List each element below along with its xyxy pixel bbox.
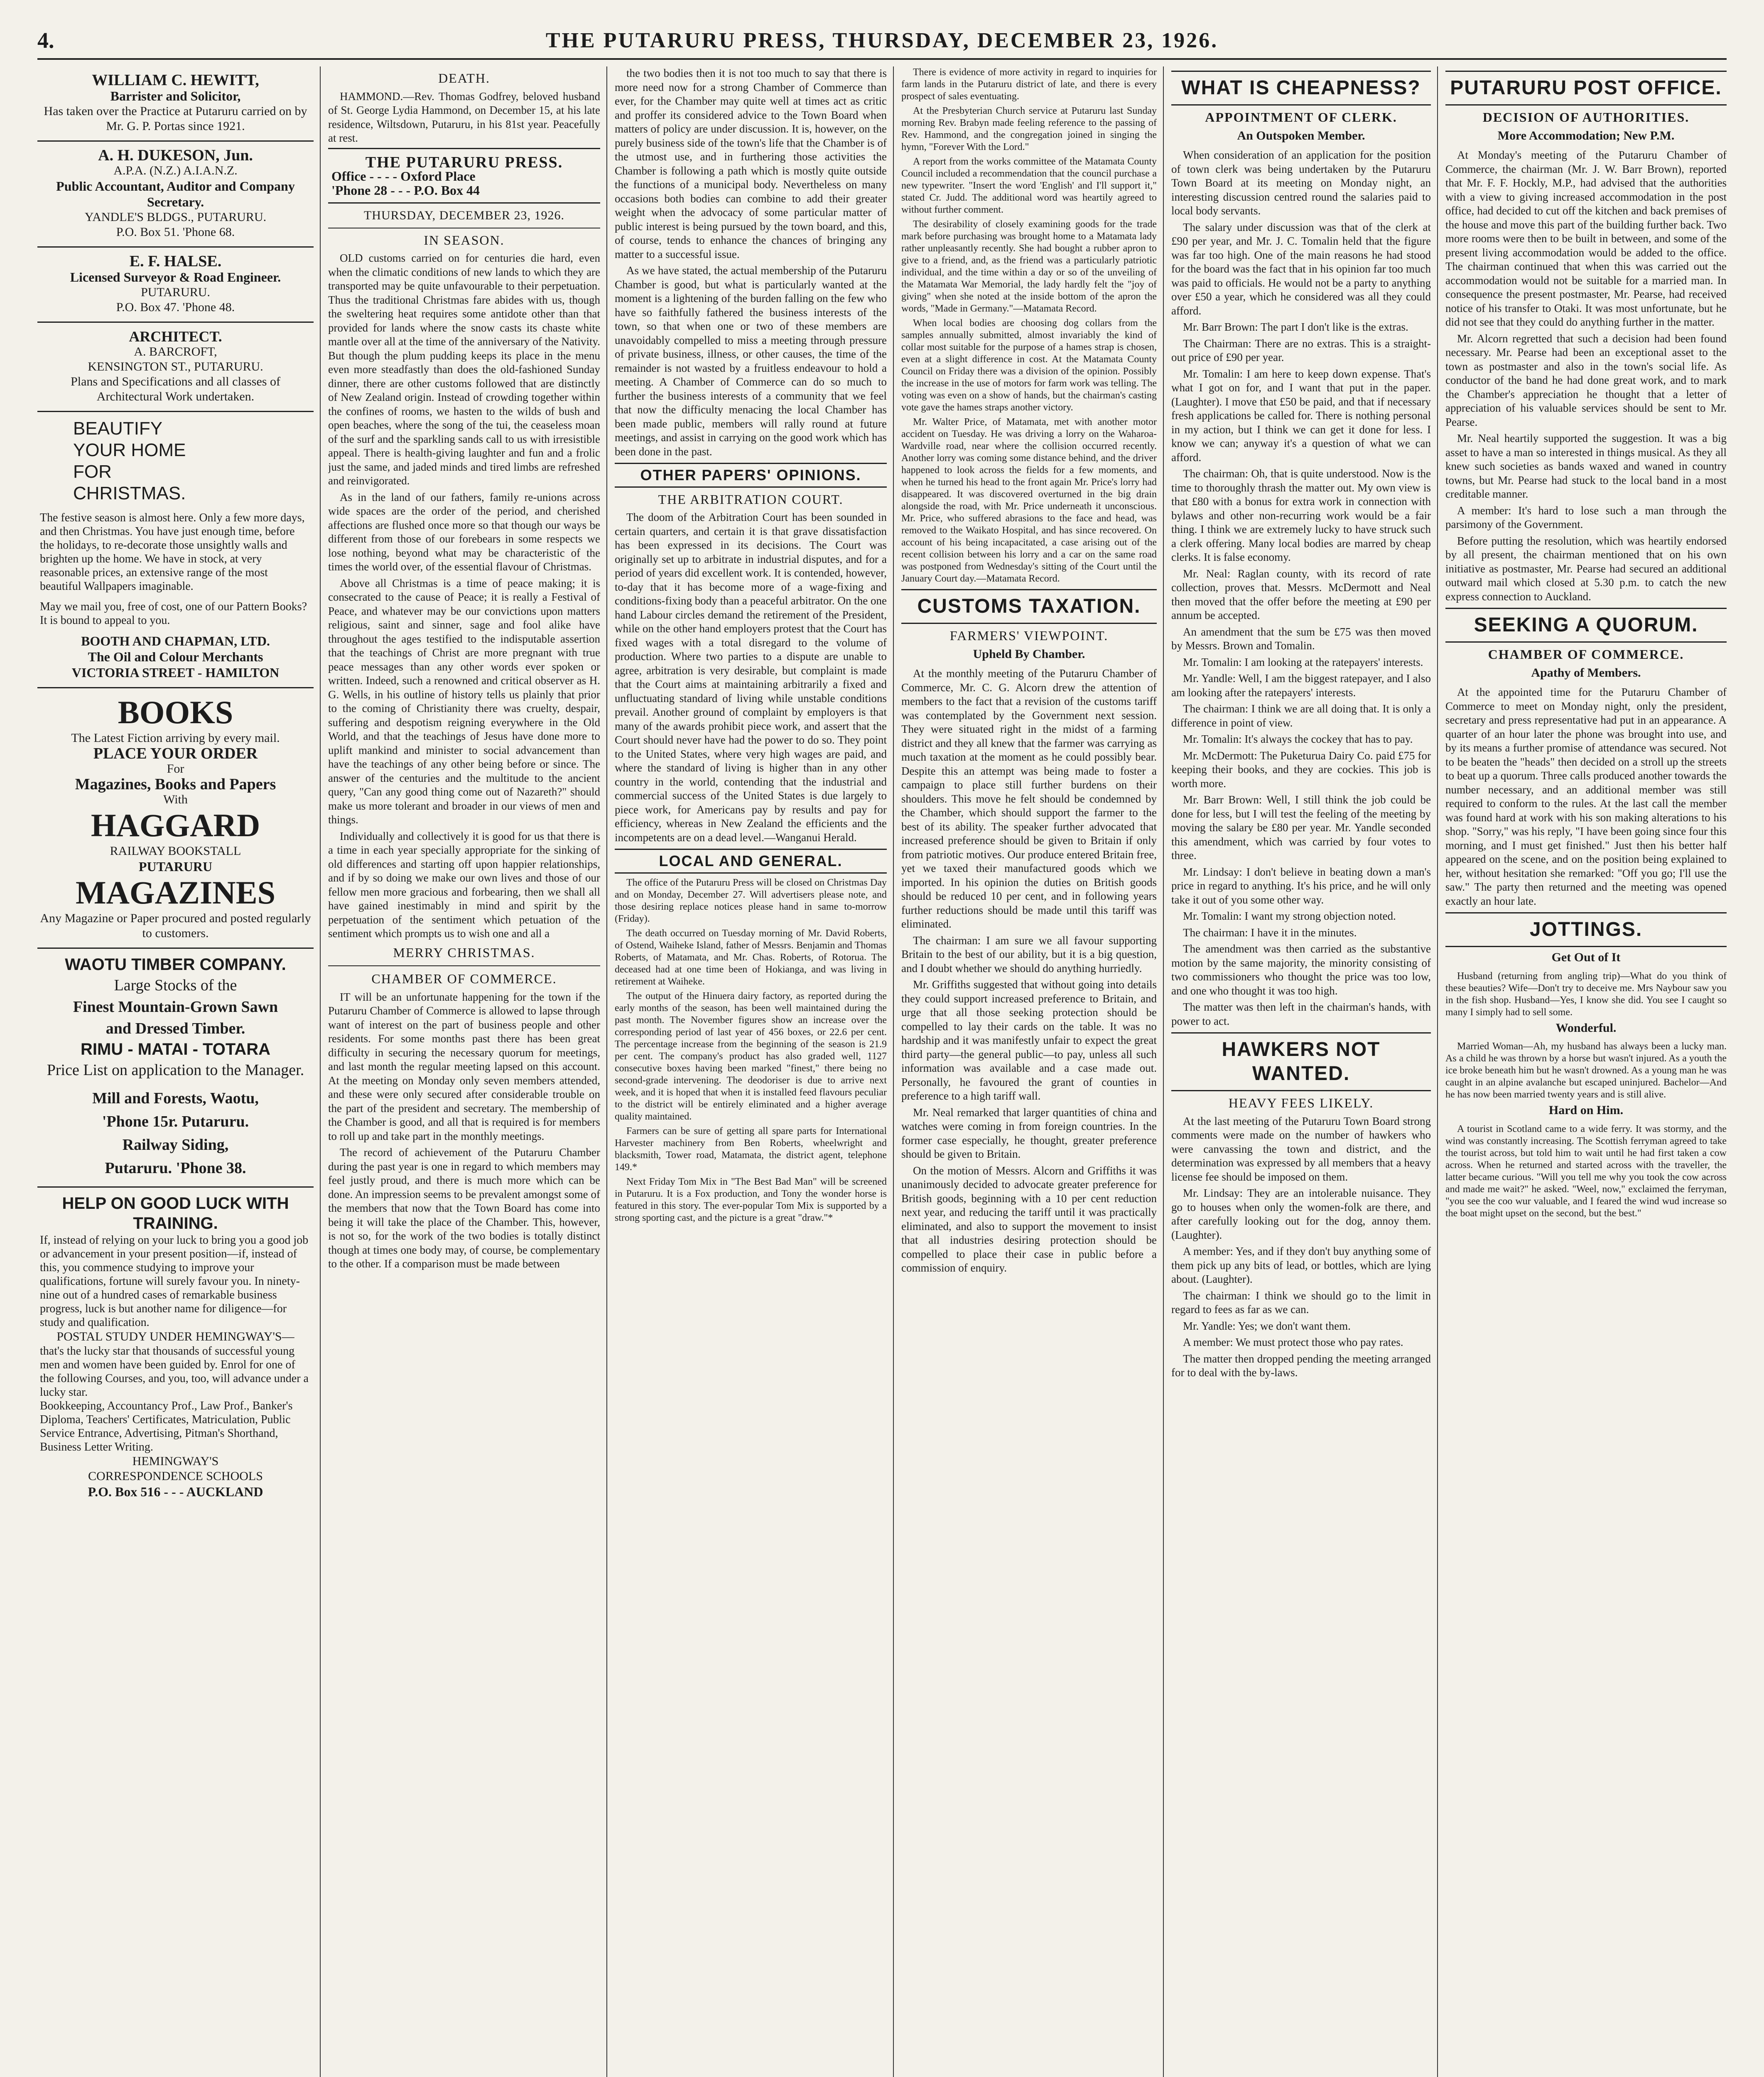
article-heading-opinions: OTHER PAPERS' OPINIONS. [615, 463, 887, 488]
editorial-dateline: THURSDAY, DECEMBER 23, 1926. [328, 204, 600, 228]
ad-dukeson-contact: P.O. Box 51. 'Phone 68. [116, 225, 235, 239]
article-heading-quorum: SEEKING A QUORUM. [1445, 608, 1727, 643]
ad-beautify-text: The festive season is almost here. Only a few more days, and then Christmas. You have just enough time, before the holidays, to re-decorate those unsightly walls and brighten up the home. We have in stock, at very reasonable prices, an extensive range of the most beautiful Wallpapers imaginable. [40, 511, 305, 593]
local-item: Mr. Walter Price, of Matamata, met with another motor accident on Tuesday. He was driving a lorry on the Waharoa-Wardville road, near where the collision occurred recently. Another lorry was coming some distance behind, and the driver happened to look across the fields for a few moments, and when he turned his head to the front again Mr. Price's lorry had disappeared. It was discovered overturned in the big drain alongside the road, with Mr. Price underneath it unconscious. Mr. Price, who suffered abrasions to the face and head, was removed to the Waikato Hospital, and has since recovered. On account of his being incapacitated, a case arising out of the recent collision between his lorry and a car on the same road was postponed from Wednesday's sitting of the Court until the January Court day.—Matamata Record. [901, 417, 1157, 584]
masthead-office: Office - - - - Oxford Place [331, 169, 476, 184]
article-paragraph: Mr. Tomalin: I am here to keep down expense. That's what I got on for, and I want that put in the paper. (Laughter). I move that £50 be paid, and that if necessary fresh applications be called for. There is nothing personal in my action, but I think we can get it done for less. I know we can; anyway it's a question of what we can afford. [1171, 367, 1431, 464]
article-paragraph: Mr. Barr Brown: The part I don't like is the extras. [1183, 321, 1408, 333]
article-paragraph: Mr. Neal heartily supported the suggestion. It was a big asset to have a man so interested in things musical. As they all knew such societies as bands waxed and waned in country towns, but Mr. Pearse had stuck to the local band in a most creditable manner. [1445, 432, 1727, 500]
article-subheading: Upheld By Chamber. [973, 647, 1085, 661]
ad-dukeson-quals: A.P.A. (N.Z.) A.I.A.N.Z. [113, 164, 238, 177]
article-paragraph: Before putting the resolution, which was heartily endorsed by all present, the chairman mentioned that on his own initiative as postmaster, Mr. Pearse had secured an additional outward mail which closed at 5.30 p.m. to catch the new express connection to Auckland. [1445, 534, 1727, 603]
ad-waotu-line: Large Stocks of the [114, 977, 237, 994]
column-rule [1163, 66, 1164, 2077]
ad-books-with: With [163, 793, 188, 806]
article-paragraph: Individually and collectively it is good for us that there is a time in each year specially appropriate for the sinking of old differences and starting off upon happier relationships, and if by so doing we make our own lives and those of our fellow men more gracious and forbearing, then we shall all have gained inestimably in mind and spirit by the perpetuation of the sentiment which petuation of the sentiment which prompts us to wish one and all a [328, 830, 600, 940]
ad-training-sub: POSTAL STUDY UNDER HEMINGWAY'S— [56, 1330, 294, 1343]
article-paragraph: Mr. Tomalin: I am looking at the ratepayers' interests. [1183, 656, 1423, 668]
ad-training [37, 1188, 314, 1506]
ad-waotu-line: Railway Siding, [122, 1136, 229, 1154]
article-heading-cheapness: WHAT IS CHEAPNESS? [1171, 71, 1431, 106]
ad-barcroft [37, 323, 314, 412]
article-paragraph: Mr. Yandle: Yes; we don't want them. [1183, 1319, 1351, 1332]
column-6 [1445, 66, 1727, 2077]
article-paragraph: The amendment was then carried as the substantive motion by the same majority, the minority consisting of two commissioners who thought the price was too low, and one who thought it was too high. [1171, 943, 1431, 997]
article-subheading: Apathy of Members. [1531, 665, 1641, 680]
ad-waotu-name: WAOTU TIMBER COMPANY. [65, 955, 286, 974]
article-heading-local: LOCAL AND GENERAL. [615, 849, 887, 874]
article-paragraph: At Monday's meeting of the Putaruru Chamber of Commerce, the chairman (Mr. J. W. Barr Brown), reported that Mr. F. F. Hockly, M.P., had advised that the authorities with a view to giving increased accommodation in the post office, had decided to cut off the kitchen and back premises of the house and move this part of the building further back. Two more rooms were then to be built in between, and some of the present living accommodation would be added to the office. The chairman continued that when this was carried out the accommodation would not be suitable for a married man. In consequence the present postmaster, Mr. Pearse, had received notice of his transfer to Otaki. It was most unfortunate, but he did not see that they could do anything further in the matter. [1445, 149, 1727, 328]
article-paragraph: The record of achievement of the Putaruru Chamber during the past year is one in regard to which members may feel justly proud, and there is much more which can be done. An impression seems to be prevalent amongst some of the members that now that the Town Board has come into being it will take the place of the Chamber. This, however, is not so, for the work of the two bodies is totally distinct though at times one body may, of course, be complementary to the other. If a comparison must be made between [328, 1146, 600, 1270]
local-item: At the Presbyterian Church service at Putaruru last Sunday morning Rev. Brabyn made feeling reference to the passing of Rev. Hammond, and the congregation joined in singing the hymn, "Forever With the Lord." [901, 106, 1157, 152]
article-paragraph: Mr. Neal remarked that larger quantities of china and watches were coming in from foreign countries. In the former case especially, he thought, greater preference should be given to Britain. [901, 1106, 1157, 1160]
ad-beautify-line2: YOUR HOME [73, 440, 186, 460]
page-number: 4. [37, 28, 54, 53]
ad-books-magazines: MAGAZINES [75, 874, 276, 911]
ad-dukeson [37, 142, 314, 248]
ad-beautify-line1: BEAUTIFY [73, 418, 163, 439]
ad-beautify-text2: May we mail you, free of cost, one of our Pattern Books? It is bound to appeal to you. [40, 600, 307, 627]
ad-waotu-line: and Dressed Timber. [105, 1020, 245, 1037]
article-paragraph: IT will be an unfortunate happening for the town if the Putaruru Chamber of Commerce is allowed to lapse through want of interest on the part of business people and other residents. For some months past there has been great difficulty in securing the necessary quorum for meetings, and last month the regular meeting lapsed on this account. At the meeting on Monday only seven members attended, and these were only secured after considerable trouble on the part of the president and secretary. The membership of the Chamber is good, and all that is required is for members to roll up and take part in the monthly meetings. [328, 990, 600, 1142]
ad-training-text: If, instead of relying on your luck to bring you a good job or advancement in your present position—if, instead of this, you commence studying to improve your qualifications, fortune will surely favour you. In ninety-nine out of a hundred cases of remarkable business progress, luck is but another name for diligence—for study and qualification. [40, 1234, 309, 1329]
article-paragraph: As we have stated, the actual membership of the Putaruru Chamber is good, but what is particularly wanted at the moment is a lightening of the burden falling on the few who have so faithfully fathered the business interests of the town, so that when one or two of these members are unavoidably compelled to miss a meeting through pressure of private business, illness, or other causes, the time of the remainder is not wasted by a fruitless endeavour to hold a meeting. A Chamber of Commerce can do so much to further the business interests of a community that we feel that now the difficulty menacing the local Chamber has been made public, members will rally round at future meetings, and assist in carrying on the good work which has been done in the past. [615, 264, 887, 458]
ad-training-text2: that's the lucky star that thousands of successful young men and women have been guided by. Enrol for one of the following Courses, and you, too, will advance under a lucky star. [40, 1345, 309, 1399]
ad-waotu-line: Mill and Forests, Waotu, [92, 1090, 259, 1107]
column-rule [606, 66, 607, 2077]
ad-dukeson-address: YANDLE'S BLDGS., PUTARURU. [84, 210, 267, 224]
article-subheading: More Accommodation; New P.M. [1497, 128, 1675, 142]
article-heading-jottings: JOTTINGS. [1445, 912, 1727, 947]
jotting-text: Husband (returning from angling trip)—What do you think of these beauties? Wife—Don't try to deceive me. Mrs Naybour saw you in the fish shop. Husband—Yes, I know she did. You see I caught so many I simply had to sell some. [1445, 970, 1727, 1018]
ad-dukeson-name: A. H. DUKESON, Jun. [98, 147, 253, 164]
ad-books-bookstall: RAILWAY BOOKSTALL [110, 844, 241, 858]
jotting-heading: Get Out of It [1551, 950, 1621, 964]
ad-waotu-line: Price List on application to the Manager. [47, 1061, 304, 1079]
article-paragraph: When consideration of an application for the position of town clerk was being undertaken by the Putaruru Town Board at its meeting on Monday night, an interesting discussion centred round the salaries paid to local body servants. [1171, 149, 1431, 217]
local-item: The office of the Putaruru Press will be closed on Christmas Day and on Monday, December 27. Will advertisers please note, and those desiring replace notices please hand in same to-morrow (Friday). [615, 877, 887, 924]
article-paragraph: Mr. Alcorn regretted that such a decision had been found necessary. Mr. Pearse had been an exceptional asset to the town as postmaster and also in the town's social life. As conductor of the band he had done great work, and to mark the Chamber's appreciation he thought that a letter of appreciation of his valuable services should be sent to Mr. Pearse. [1445, 332, 1727, 428]
masthead-phone: 'Phone 28 - - - P.O. Box 44 [331, 182, 480, 198]
article-paragraph: Mr. Tomalin: It's always the cockey that has to pay. [1183, 733, 1413, 745]
column-rule [893, 66, 894, 2077]
article-paragraph: Mr. Lindsay: I don't believe in beating down a man's price in regard to anything. It's his price, and he will only take it out of you some other way. [1171, 865, 1431, 906]
ad-hewitt [37, 66, 314, 142]
article-paragraph: Mr. Yandle: Well, I am the biggest ratepayer, and I also am looking after the ratepayers' interests. [1171, 672, 1431, 699]
ad-beautify-line3: FOR [73, 462, 112, 482]
jotting-heading: Wonderful. [1555, 1021, 1617, 1035]
article-paragraph: The salary under discussion was that of the clerk at £90 per year, and Mr. J. C. Tomalin held that the figure was far too high. One of the main reasons he had stood for the board was the fact that in his opinion far too much was paid to officials. He would not be a party to anything over £50 a year, which he considered was all they could afford. [1171, 221, 1431, 317]
newspaper-title: THE PUTARURU PRESS, THURSDAY, DECEMBER 23, 1926. [545, 29, 1219, 52]
local-item: There is evidence of more activity in regard to inquiries for farm lands in the Putaruru district of late, and there is every prospect of sales eventuating. [901, 67, 1157, 102]
ad-barcroft-text: Plans and Specifications and all classes of Architectural Work undertaken. [71, 375, 280, 403]
ad-books-title: BOOKS [118, 694, 233, 730]
section-divider [328, 965, 600, 966]
ad-halse-name: E. F. HALSE. [129, 253, 222, 270]
article-paragraph: At the appointed time for the Putaruru Chamber of Commerce to meet on Monday night, only the president, secretary and press representative had put in an appearance. A quarter of an hour later the phone was brought into use, and by its means a further promise of attendance was secured. Not to be beaten the "heads" then decided on a stroll up the streets to beat up a quorum. Three calls produced another towards the number necessary, and an additional member was still required to conform to the rules. At the last call the member was found hard at work with his son making alterations to his shop. "Sorry," was his reply, "I have been going since four this morning, and I must get finished." Just then his better half appeared on the scene, and on the position being explained to her, without hesitation she remarked: "Off you go; I'll use the saw." The party then returned and the meeting was opened exactly an hour late. [1445, 686, 1727, 907]
ad-barcroft-name: A. BARCROFT, [134, 345, 217, 358]
article-subheading: CHAMBER OF COMMERCE. [1488, 647, 1684, 662]
ad-barcroft-heading: ARCHITECT. [129, 328, 222, 345]
article-paragraph: The chairman: I am sure we all favour supporting Britain to the best of our ability, but it is a big question, and I doubt whether we should do anything hurriedly. [901, 934, 1157, 975]
editorial-masthead [328, 148, 600, 204]
ad-waotu-line: Finest Mountain-Grown Sawn [73, 998, 278, 1016]
ad-books-for: For [167, 762, 184, 776]
article-paragraph: The chairman: I have it in the minutes. [1183, 926, 1357, 939]
article-heading-customs: CUSTOMS TAXATION. [901, 589, 1157, 624]
ad-waotu-line: Putaruru. 'Phone 38. [105, 1159, 246, 1177]
ad-dukeson-title: Public Accountant, Auditor and Company Secretary. [56, 179, 295, 209]
column-2 [328, 66, 600, 2077]
article-paragraph: A member: Yes, and if they don't buy anything some of them pick up any bits of lead, or bottles, which are lying about. (Laughter). [1171, 1245, 1431, 1285]
ad-training-firm2: CORRESPONDENCE SCHOOLS [88, 1469, 263, 1483]
article-paragraph: At the monthly meeting of the Putaruru Chamber of Commerce, Mr. C. G. Alcorn drew the attention of members to the fact that a revision of the customs tariff was contemplated by the Government next session. They were situated right in the midst of a farming district and they all knew that the farmer was carrying as much taxation at the moment as he could possibly bear. Despite this an attempt was being made to foster a campaign to place still further burdens on their shoulders. This move he felt should be condemned by the Chamber, which should support the farmer to the best of its ability. The speaker further advocated that increased preference should be given to Britain if only from patriotic motives. Our produce entered Britain free, yet we taxed their manufactured goods which we imported. In his opinion the duties on British goods should be reduced 10 per cent, and in following years further reductions should be made until this tariff was eliminated. [901, 667, 1157, 930]
local-item: The desirability of closely examining goods for the trade mark before purchasing was brought home to a Matamata lady rather unpleasantly recently. She had bought a rubber apron to give to a friend, and, as the friend was a particularly patriotic individual, and the time within a day or so of the unveiling of the Matamata War Memorial, the lady hardly felt the "joy of giving" when she noted at the inside bottom of the apron the words, "Made in Germany."—Matamata Record. [901, 219, 1157, 314]
ad-books-footer: Any Magazine or Paper procured and posted regularly to customers. [40, 911, 311, 940]
local-item: When local bodies are choosing dog collars from the samples annually submitted, almost invariably the kind of collar most suitable for the purpose of a hames strap is chosen, even at a slight difference in cost. At the Matamata County Council on Friday there was a division of the opinion. Possibly the increase in the use of motors for farm work was telling. The voting was even on a show of hands, but the chairman's casting vote gave the hames straps another victory. [901, 318, 1157, 413]
article-heading-hawkers: HAWKERS NOT WANTED. [1171, 1032, 1431, 1091]
ad-training-text3: Bookkeeping, Accountancy Prof., Law Prof., Banker's Diploma, Teachers' Certificates, Matriculation, Public Service Entrance, Advertising, Pitman's Shorthand, Business Letter Writing. [40, 1399, 293, 1453]
jotting-text: A tourist in Scotland came to a wide ferry. It was stormy, and the wind was constantly increasing. The Scottish ferryman agreed to take the tourist across, but told him to wait until he had first taken a cow across. When he returned and started across with the traveller, the latter became curious. "Will you tell me why you took the cow across and made me wait?" he asked. "Weel, now," exclaimed the ferryman, "you see the coo wur valuable, and I feared the wind wud increase so the boat might upset on the second, but the best." [1445, 1123, 1727, 1219]
local-item: The output of the Hinuera dairy factory, as reported during the early months of the season, has been well maintained during the past month. The November figures show an increase over the corresponding period of last year of 456 boxes, or 22.6 per cent. The percentage increase from the beginning of the season is 21.9 per cent. The company's product has also graded well, 1127 consecutive boxes having been marked "finest," there being no second-grade intervening. The deodoriser is due to arrive next week, and it is hoped that when it is installed feed flavours peculiar to the district will be entirely eliminated and a higher average quality maintained. [615, 990, 887, 1122]
ad-beautify [37, 412, 314, 688]
column-3 [615, 66, 887, 2077]
article-paragraph: The chairman: Oh, that is quite understood. Now is the time to thoroughly thrash the matter out. My own view is that £80 with a bonus for extra work in connection with bylaws and other non-recurring work would be a fair thing. I think we are extremely lucky to have struck such a clerk offering. Many local bodies are marred by cheap clerks. It is false economy. [1171, 467, 1431, 563]
article-paragraph: The matter was then left in the chairman's hands, with power to act. [1171, 1001, 1431, 1027]
article-paragraph: The chairman: I think we are all doing that. It is only a difference in point of view. [1171, 702, 1431, 729]
jotting-heading: Hard on Him. [1548, 1103, 1624, 1117]
ad-books-mags: Magazines, Books and Papers [75, 776, 276, 793]
ad-training-contact: P.O. Box 516 - - - AUCKLAND [88, 1484, 263, 1499]
ad-beautify-firm: BOOTH AND CHAPMAN, LTD. [81, 633, 270, 648]
death-notice-text: HAMMOND.—Rev. Thomas Godfrey, beloved husband of St. George Lydia Hammond, on December 15, at his late residence, Wiltsdown, Putaruru, in his 81st year. Peacefully at rest. [328, 90, 600, 144]
ad-hewitt-title: Barrister and Solicitor, [110, 88, 241, 103]
article-paragraph: Mr. Lindsay: They are an intolerable nuisance. They go to houses when only the women-folk are there, and after carefully looking out for the dog, annoy them. (Laughter). [1171, 1187, 1431, 1241]
article-subheading: FARMERS' VIEWPOINT. [949, 628, 1109, 643]
ad-books-text: The Latest Fiction arriving by every mail. [71, 731, 280, 745]
article-paragraph: The matter then dropped pending the meeting arranged for to deal with the by-laws. [1171, 1352, 1431, 1379]
ad-halse-contact: P.O. Box 47. 'Phone 48. [116, 300, 235, 314]
ad-halse [37, 248, 314, 323]
article-paragraph: An amendment that the sum be £75 was then moved by Messrs. Brown and Tomalin. [1171, 625, 1431, 652]
article-paragraph: A member: We must protect those who pay rates. [1183, 1336, 1403, 1348]
death-notice-heading: DEATH. [438, 71, 490, 86]
column-advertisements [37, 66, 314, 2077]
ad-hewitt-name: WILLIAM C. HEWITT, [92, 71, 259, 89]
local-item: A report from the works committee of the Matamata County Council included a recommendation that the council purchase a new typewriter. "Insert the word 'English' and I'll support it," stated Cr. Judd. The additional word was heartily agreed to without further comment. [901, 156, 1157, 215]
ad-training-firm: HEMINGWAY'S [132, 1454, 219, 1468]
column-rule [1437, 66, 1438, 2077]
article-paragraph: The chairman: I think we should go to the limit in regard to fees as far as we can. [1171, 1289, 1431, 1316]
article-paragraph: Mr. Griffiths suggested that without going into details they could support increased preference to Britain, and urge that all those seeking protection should be compelled to lay their cards on the table. It was no hardship and it was manifestly unfair to expect the great third party—the general public—to pay, unless all such information was available and a case made out. Personally, he favoured the grant of counties in preference to a high tariff wall. [901, 978, 1157, 1102]
masthead-title: THE PUTARURU PRESS. [365, 153, 563, 171]
column-rule [320, 66, 321, 2077]
article-paragraph: The doom of the Arbitration Court has been sounded in certain quarters, and certain it is that grave dissatisfaction has been expressed in its decisions. The Court was originally set up to arbitrate in industrial disputes, and for a period of years did excellent work. It is contended, however, to-day that it has become more of a wage-fixing and conditions-fixing body than a peaceful arbitrator. On the one hand Labour circles demand the retirement of the President, while on the other hand employers protest that the Court has fixed wages with a total disregard to the volume of production. Where two parties to a dispute are unable to agree, arbitration is very desirable, but complaint is made that the Court aims at maintaining arbitrarily a fixed and unfluctuating standard of living while unstable conditions prevail. Another ground of complaint by employers is that many of the awards prohibit piece work, and assert that the Court should never have had the power to do so. They point to the United States, where very high wages are paid, and where the standard of living is higher than in any other country in the world, contending that the industrial and commercial success of the United States is due largely to piece work, for Americans pay by results and pay for efficiency, whereas in New Zealand the efficients and the incompetents are on a dead level.—Wanganui Herald. [615, 511, 887, 844]
article-subheading: HEAVY FEES LIKELY. [1228, 1095, 1374, 1110]
ad-books-order: PLACE YOUR ORDER [93, 745, 258, 762]
page-header [37, 25, 1727, 60]
article-heading-post-office: PUTARURU POST OFFICE. [1445, 71, 1727, 106]
jotting-text: Married Woman—Ah, my husband has always been a lucky man. As a child he was thrown by a horse but wasn't injured. As a youth the ice broke beneath him but he wasn't drowned. As a young man he was caught in an alpine avalanche but escaped uninjured. Bachelor—And he has now been married twenty years and is still alive. [1445, 1041, 1727, 1100]
ad-books-haggard: HAGGARD [91, 807, 260, 843]
article-subheading: An Outspoken Member. [1237, 128, 1365, 142]
article-subheading: DECISION OF AUTHORITIES. [1482, 110, 1690, 125]
ad-training-title: HELP ON GOOD LUCK WITH TRAINING. [62, 1194, 289, 1232]
article-paragraph: A member: It's hard to lose such a man through the parsimony of the Government. [1445, 504, 1727, 530]
article-paragraph: Mr. Tomalin: I want my strong objection noted. [1183, 910, 1396, 922]
ad-halse-town: PUTARURU. [141, 285, 210, 299]
ad-beautify-line4: CHRISTMAS. [73, 483, 186, 503]
local-item: Farmers can be sure of getting all spare parts for International Harvester machinery from Ben Roberts, wheelwright and blacksmith, Tower road, Matamata, the district agent, telephone 149.* [615, 1125, 887, 1173]
article-paragraph: Mr. Neal: Raglan county, with its record of rate collection, proves that. Messrs. McDermott and Neal then moved that the offer before the meeting at £90 per annum be accepted. [1171, 567, 1431, 621]
local-item: Next Friday Tom Mix in "The Best Bad Man" will be screened in Putaruru. It is a Fox production, and Tony the wonder horse is featured in this story. The ever-popular Tom Mix is supported by a strong sporting cast, and the picture is a great "draw."* [615, 1176, 887, 1223]
article-heading-in-season: IN SEASON. [424, 232, 505, 248]
ad-waotu-line: 'Phone 15r. Putaruru. [102, 1113, 249, 1130]
article-paragraph: As in the land of our fathers, family re-unions across wide spaces are the order of the period, and cherished affections are flushed once more so that though our ways be different from those of our forebears in some respects we lose nothing, beyond what may be characteristic of the times the world over, of the essential flavour of Christmas. [328, 491, 600, 573]
ad-beautify-street: VICTORIA STREET - HAMILTON [71, 665, 280, 680]
article-paragraph: Mr. Barr Brown: Well, I still think the job could be done for less, but I will test the feeling of the meeting by moving the salary be £80 per year. Mr. Yandle seconded this amendment, which was carried by four votes to three. [1171, 793, 1431, 862]
ad-waotu-line: RIMU - MATAI - TOTARA [81, 1040, 270, 1058]
article-paragraph: the two bodies then it is not too much to say that there is more need now for a strong Chamber of Commerce than ever, for the Chamber may quite well at times act as critic and proffer its considered advice to the Town Board when matters of policy are under discussion. It is, however, on the purely business side of the town's life that the Chamber is of the utmost use, and in furthering those activities the Chamber is following a path which is mostly quite outside the functions of a municipal body. Nevertheless on many occasions both bodies can combine to add their greater weight when the advocacy of some particular matter of public interest is being pursued by the town board, and this, of course, tends to enhance the chances of bringing any matter to a successful issue. [615, 67, 887, 260]
article-paragraph: At the last meeting of the Putaruru Town Board strong comments were made on the number of hawkers who were canvassing the town and district, and the determination was expressed by all members that a heavy license fee should be imposed on them. [1171, 1115, 1431, 1183]
ad-beautify-firm2: The Oil and Colour Merchants [88, 649, 263, 664]
local-item: The death occurred on Tuesday morning of Mr. David Roberts, of Ostend, Waiheke Island, father of Messrs. Benjamin and Thomas Roberts, of Matamata, and Mr. Chas. Roberts, of Rotorua. The deceased had at one time been of Hokianga, and was living in retirement at Waiheke. [615, 928, 887, 987]
article-subheading: APPOINTMENT OF CLERK. [1205, 110, 1397, 125]
article-paragraph: Mr. McDermott: The Puketurua Dairy Co. paid £75 for keeping their books, and they are cockies. This job is worth more. [1171, 749, 1431, 790]
article-paragraph: Above all Christmas is a time of peace making; it is consecrated to the cause of Peace; it is really a Festival of Peace, and whatever may be our convictions upon matters religious, saint and sinner, sage and fool alike have throughout the ages testified to the indisputable assertion that the teachings of Christ are more pregnant with true peace messages than any other words ever spoken or written. Indeed, such a renowned and critical observer as H. G. Wells, in his outline of history tells us plainly that prior to the coming of Christianity there was cruelty, despair, suffering and despotism reigning everywhere in the Old World, and that the teachings of Jesus have done more to uplift mankind and minister to social advancement than have the teachings of any other being before or since. The answer of the centuries and the multitude to the ancient query, "Can any good thing come out of Nazareth?" should make us more tolerant and broader in our views of men and things. [328, 577, 600, 826]
ad-halse-title: Licensed Surveyor & Road Engineer. [70, 270, 281, 285]
ad-barcroft-address: KENSINGTON ST., PUTARURU. [88, 360, 263, 373]
ad-waotu [37, 949, 314, 1188]
article-paragraph: On the motion of Messrs. Alcorn and Griffiths it was unanimously decided to advocate greater preference for British goods, beginning with a 10 per cent reduction next year, and reducing the tariff until it was practically eliminated, and also to support the movement to insist that all industries desiring protection should be compelled to place their case in public before a commission of enquiry. [901, 1164, 1157, 1274]
ad-books-town: PUTARURU [138, 859, 213, 874]
merry-christmas: MERRY CHRISTMAS. [393, 945, 535, 960]
article-paragraph: OLD customs carried on for centuries die hard, even when the climatic conditions of new lands to which they are transported may be quite unfavourable to their perpetuation. Thus the traditional Christmas fare abides with us, though the sweltering heat requires some antidote other than that provided for lands where the snow casts its chaste white mantle over all at the time of the anniversary of the Nativity. But though the plum pudding keeps its place in the menu even more steadfastly than does the old-fashioned Sunday dinner, there are other customs followed that are distinctly of New Zealand origin. Instead of crowding together within the confines of rooms, we hasten to the wilds of bush and open beaches, where the song of the tui, the ceaseless moan of the surf and the sparkling sands call to us with irresistible appeal. There is health-giving laughter and fun and a frolic just the same, and jaded minds and tired limbs are refreshed and reinvigorated. [328, 252, 600, 487]
ad-hewitt-text: Has taken over the Practice at Putaruru carried on by Mr. G. P. Portas since 1921. [44, 104, 307, 133]
ad-books [37, 688, 314, 949]
column-5 [1171, 66, 1431, 2077]
article-heading-chamber: CHAMBER OF COMMERCE. [371, 971, 557, 986]
article-paragraph: The Chairman: There are no extras. This is a straight-out price of £90 per year. [1171, 337, 1431, 363]
article-heading-arbitration: THE ARBITRATION COURT. [658, 491, 844, 507]
column-4 [901, 66, 1157, 2077]
